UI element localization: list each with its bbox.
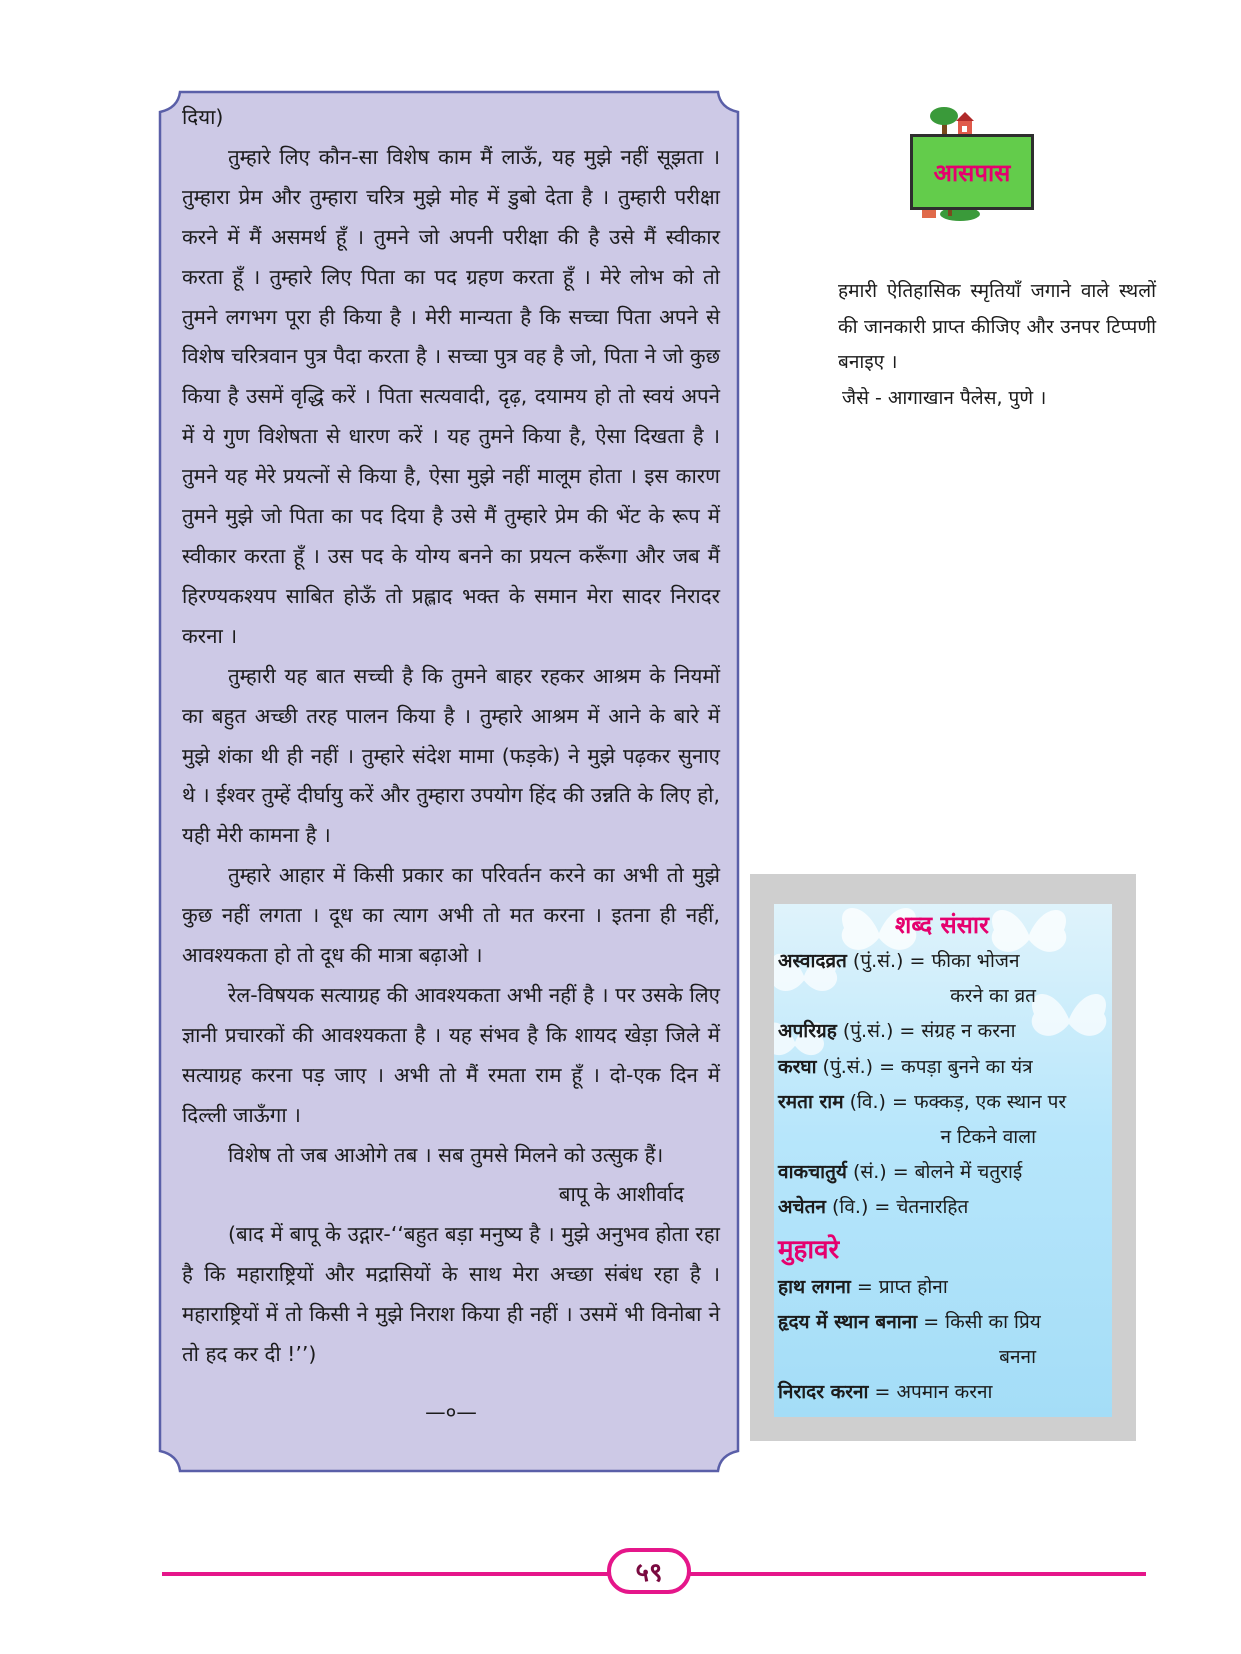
vocab-word: रमता राम: [778, 1090, 844, 1113]
letter-end-mark: —०—: [425, 1400, 477, 1424]
vocab-heading: शब्द संसार: [895, 911, 989, 939]
vocab-meaning: कपड़ा बुनने का यंत्र: [901, 1055, 1033, 1078]
vocab-pos: (पुं.सं.) =: [846, 950, 932, 972]
letter-paragraph: रेल-विषयक सत्याग्रह की आवश्यकता अभी नहीं है । पर उसके लिए ज्ञानी प्रचारकों की आवश्यकता है । यह संभव है कि शायद खेड़ा जिले में सत्याग्रह करना पड़ जाए । अभी तो मैं रमता राम हूँ । दो-एक दिन में दिल्ली जाऊँगा ।: [182, 982, 720, 1127]
vocab-meaning: फक्कड़, एक स्थान पर: [913, 1090, 1067, 1113]
vocab-meaning: चेतनारहित: [896, 1196, 969, 1219]
vocab-word: वाकचातुर्य: [778, 1161, 847, 1184]
vocab-meaning: अपमान करना: [896, 1381, 993, 1404]
vocab-entry: [778, 944, 1106, 1014]
vocab-entries: [778, 944, 1106, 1226]
vocab-entry: [778, 1305, 1106, 1375]
vocab-entry: [778, 1270, 1106, 1305]
letter-paragraph: विशेष तो जब आओगे तब । सब तुमसे मिलने को उत्सुक हैं।: [228, 1142, 664, 1167]
vocab-meaning: बोलने में चतुराई: [914, 1161, 1023, 1184]
page-number: ५९: [607, 1548, 691, 1594]
vocab-meaning: प्राप्त होना: [878, 1275, 948, 1298]
vocab-pos: =: [868, 1381, 897, 1404]
letter-paragraph: तुम्हारे लिए कौन-सा विशेष काम मैं लाऊँ, यह मुझे नहीं सूझता । तुम्हारा प्रेम और तुम्हारा चरित्र मुझे मोह में डुबो देता है । तुम्हारी परीक्षा करने में मैं असमर्थ हूँ । तुमने जो अपनी परीक्षा की है उसे मैं स्वीकार करता हूँ । तुम्हारे लिए पिता का पद ग्रहण करता हूँ । मेरे लोभ को तो तुमने लगभग पूरा ही किया है । मेरी मान्यता है कि सच्चा पिता अपने से विशेष चरित्रवान पुत्र पैदा करता है । सच्चा पुत्र वह है जो, पिता ने जो कुछ किया है उसमें वृद्धि करें । पिता सत्यवादी, दृढ़, दयामय हो तो स्वयं अपने में ये गुण विशेषता से धारण करें । यह तुमने किया है, ऐसा दिखता है । तुमने यह मेरे प्रयत्नों से किया है, ऐसा मुझे नहीं मालूम होता । इस कारण तुमने मुझे जो पिता का पद दिया है उसे मैं तुम्हारे प्रेम की भेंट के रूप में स्वीकार करता हूँ । उस पद के योग्य बनने का प्रयत्न करूँगा और जब मैं हिरण्यकश्यप साबित होऊँ तो प्रह्लाद भक्त के समान मेरा सादर निरादर करना ।: [182, 144, 720, 648]
letter-paragraph: दिया): [182, 105, 224, 129]
vocab-pos: (पुं.सं.) =: [836, 1020, 922, 1043]
vocab-entry: [778, 1190, 1106, 1225]
vocab-meaning-continued: न टिकने वाला: [940, 1126, 1036, 1149]
vocab-entry: [778, 1375, 1106, 1410]
vocab-word: अचेतन: [778, 1196, 826, 1219]
letter-paragraph: तुम्हारे आहार में किसी प्रकार का परिवर्तन करने का अभी तो मुझे कुछ नहीं लगता । दूध का त्याग अभी तो मत करना । इतना ही नहीं, आवश्यकता हो तो दूध की मात्रा बढ़ाओ ।: [182, 863, 720, 968]
letter-paragraph: तुम्हारी यह बात सच्ची है कि तुमने बाहर रहकर आश्रम के नियमों का बहुत अच्छी तरह पालन किया है । तुम्हारे आश्रम में आने के बारे में मुझे शंका थी ही नहीं । तुम्हारे संदेश मामा (फड़के) ने मुझे पढ़कर सुनाए थे । ईश्वर तुम्हें दीर्घायु करें और तुम्हारा उपयोग हिंद की उन्नति के लिए हो, यही मेरी कामना है ।: [182, 663, 720, 848]
vocab-meaning: फीका भोजन: [931, 950, 1020, 972]
aaspaas-board: [910, 134, 1034, 210]
letter-signature: बापू के आशीर्वाद: [558, 1182, 684, 1207]
vocab-box: [750, 874, 1136, 1441]
vocab-meaning: किसी का प्रिय: [945, 1310, 1041, 1333]
vocab-pos: (वि.) =: [825, 1196, 897, 1219]
vocab-pos: (सं.) =: [846, 1161, 915, 1184]
aaspaas-logo: [902, 104, 1042, 234]
vocab-pos: =: [850, 1275, 879, 1298]
vocab-word: अस्वादव्रत: [778, 950, 847, 972]
letter-panel: [158, 90, 740, 1473]
aaspaas-example: जैसे - आगाखान पैलेस, पुणे ।: [842, 386, 1047, 409]
muhavare-heading: मुहावरे: [778, 1234, 840, 1265]
vocab-pos: (पुं.सं.) =: [816, 1055, 902, 1078]
letter-afterword: (बाद में बापू के उद्गार-‘‘बहुत बड़ा मनुष्य है । मुझे अनुभव होता रहा है कि महाराष्ट्रियों और मद्रासियों के साथ मेरा अच्छा संबंध रहा है । महाराष्ट्रियों में तो किसी ने मुझे निराश किया ही नहीं । उसमें भी विनोबा ने तो हद कर दी !’’): [182, 1222, 720, 1367]
letter-body: [182, 98, 720, 1433]
vocab-entry: [778, 1014, 1106, 1049]
vocab-word: करघा: [778, 1055, 817, 1078]
muhavare-entries: [778, 1270, 1106, 1411]
vocab-entry: [778, 1155, 1106, 1190]
vocab-meaning-continued: करने का व्रत: [950, 985, 1036, 1008]
vocab-entry: [778, 1050, 1106, 1085]
vocab-word: निरादर करना: [778, 1381, 869, 1404]
aaspaas-text: हमारी ऐतिहासिक स्मृतियाँ जगाने वाले स्थलों की जानकारी प्राप्त कीजिए और उनपर टिप्पणी बनाइए ।: [838, 280, 1156, 373]
vocab-content: [778, 906, 1106, 1410]
vocab-word: हाथ लगना: [778, 1275, 851, 1298]
vocab-word: अपरिग्रह: [778, 1020, 837, 1043]
vocab-entry: [778, 1085, 1106, 1155]
aaspaas-instructions: [838, 274, 1156, 416]
vocab-word: हृदय में स्थान बनाना: [778, 1310, 918, 1333]
vocab-pos: =: [917, 1310, 946, 1333]
vocab-meaning-continued: बनना: [999, 1346, 1036, 1369]
aaspaas-title: आसपास: [933, 158, 1011, 187]
vocab-pos: (वि.) =: [843, 1090, 914, 1113]
vocab-meaning: संग्रह न करना: [921, 1020, 1016, 1043]
